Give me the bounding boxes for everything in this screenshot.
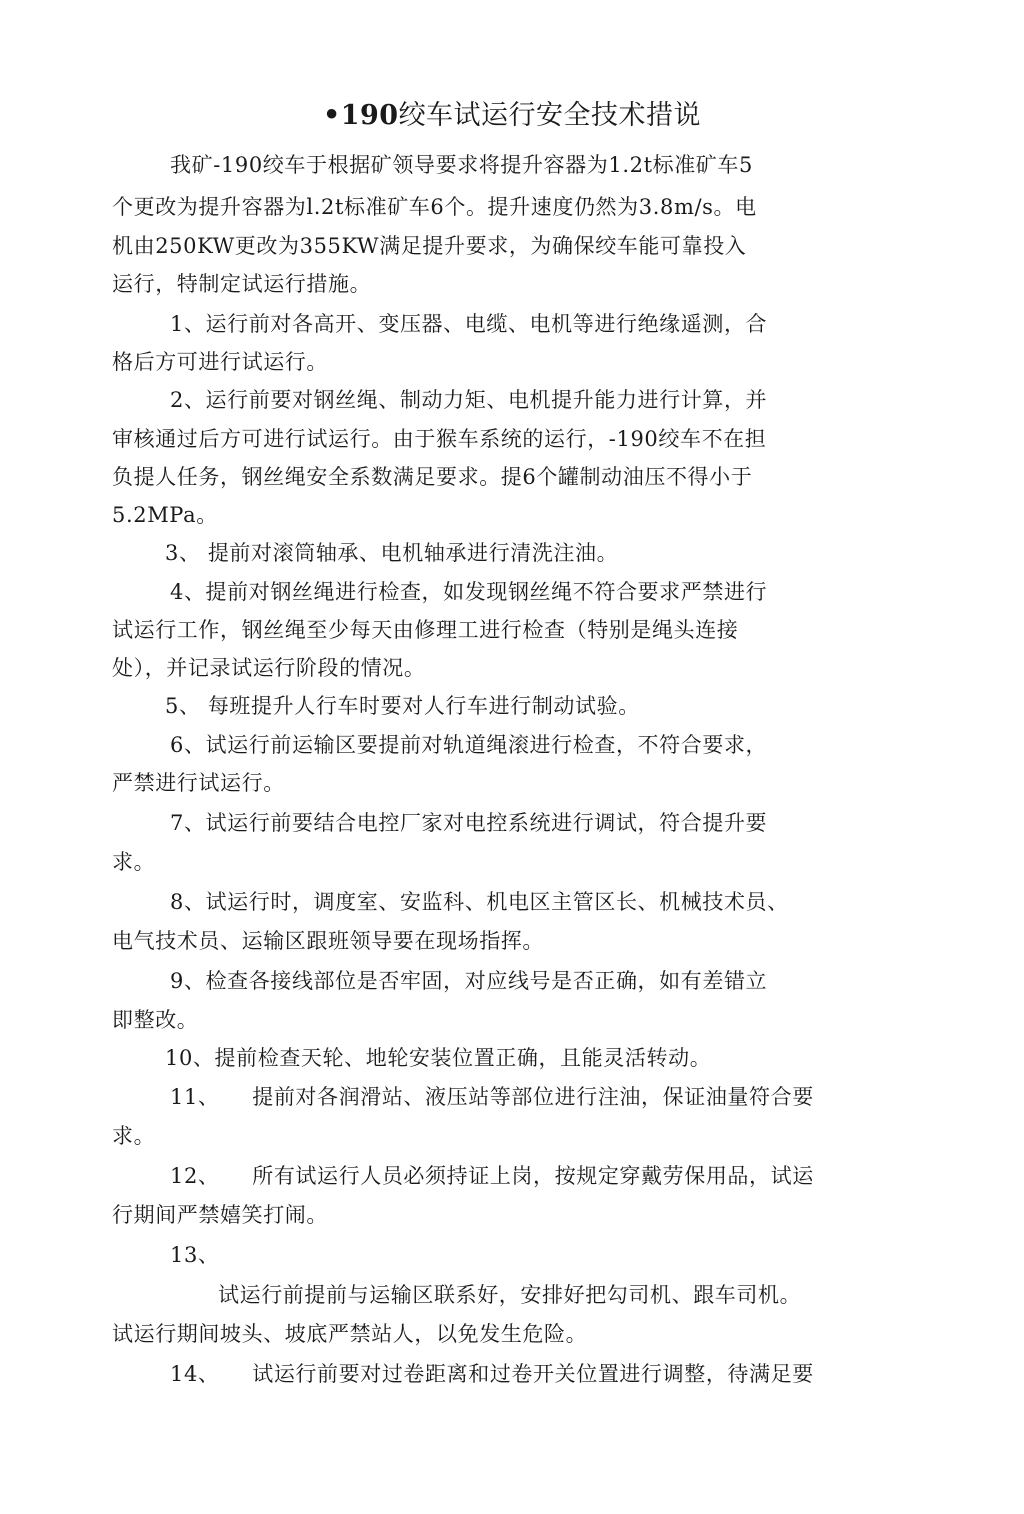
paragraph-line: 审核通过后方可进行试运行。由于猴车系统的运行，-190绞车不在担 (112, 427, 767, 451)
paragraph-line: 求。 (112, 850, 156, 874)
paragraph-line: 试运行前提前与运输区联系好，安排好把勾司机、跟车司机。 (218, 1283, 802, 1307)
paragraph-line: 2、运行前要对钢丝绳、制动力矩、电机提升能力进行计算，并 (170, 388, 768, 412)
paragraph-line: 3、 提前对滚筒轴承、电机轴承进行清洗注油。 (165, 541, 619, 565)
paragraph-line: 机由250KW更改为355KW满足提升要求，为确保绞车能可靠投入 (112, 234, 747, 258)
paragraph-line: 12、 所有试运行人员必须持证上岗，按规定穿戴劳保用品，试运 (170, 1164, 814, 1188)
paragraph-line: 运行，特制定试运行措施。 (112, 272, 372, 296)
document-title (0, 96, 1024, 136)
paragraph-line: 1、运行前对各高开、变压器、电缆、电机等进行绝缘遥测，合 (170, 312, 768, 336)
paragraph-line: 11、 提前对各润滑站、液压站等部位进行注油，保证油量符合要 (170, 1085, 814, 1109)
paragraph-line: 10、提前检查天轮、地轮安装位置正确，且能灵活转动。 (165, 1046, 712, 1070)
paragraph-line: 5.2MPa。 (112, 503, 218, 527)
paragraph-line: 格后方可进行试运行。 (112, 350, 328, 374)
title-number: •190 (322, 100, 399, 131)
paragraph-line: 14、 试运行前要对过卷距离和过卷开关位置进行调整，待满足要 (170, 1362, 814, 1386)
paragraph-line: 负提人任务，钢丝绳安全系数满足要求。提6个罐制动油压不得小于 (112, 465, 753, 489)
paragraph-line: 我矿-190绞车于根据矿领导要求将提升容器为1.2t标准矿车5 (170, 153, 753, 177)
paragraph-line: 9、检查各接线部位是否牢固，对应线号是否正确，如有差错立 (170, 969, 768, 993)
paragraph-line: 试运行工作，钢丝绳至少每天由修理工进行检查（特别是绳头连接 (112, 618, 739, 642)
paragraph-line: 电气技术员、运输区跟班领导要在现场指挥。 (112, 929, 544, 953)
paragraph-line: 13、 (170, 1243, 220, 1267)
paragraph-line: 试运行期间坡头、坡底严禁站人，以免发生危险。 (112, 1322, 588, 1346)
paragraph-line: 5、 每班提升人行车时要对人行车进行制动试验。 (165, 694, 640, 718)
paragraph-line: 严禁进行试运行。 (112, 771, 285, 795)
title-text: 绞车试运行安全技术措说 (398, 100, 702, 131)
paragraph-line: 行期间严禁嬉笑打闹。 (112, 1203, 328, 1227)
paragraph-line: 8、试运行时，调度室、安监科、机电区主管区长、机械技术员、 (170, 890, 789, 914)
paragraph-line: 处），并记录试运行阶段的情况。 (112, 656, 426, 680)
paragraph-line: 个更改为提升容器为l.2t标准矿车6个。提升速度仍然为3.8m/s。电 (112, 195, 757, 219)
paragraph-line: 7、试运行前要结合电控厂家对电控系统进行调试，符合提升要 (170, 811, 768, 835)
paragraph-line: 6、试运行前运输区要提前对轨道绳滚进行检查，不符合要求， (170, 733, 768, 757)
paragraph-line: 求。 (112, 1124, 156, 1148)
paragraph-line: 4、提前对钢丝绳进行检查，如发现钢丝绳不符合要求严禁进行 (170, 580, 768, 604)
paragraph-line: 即整改。 (112, 1008, 199, 1032)
